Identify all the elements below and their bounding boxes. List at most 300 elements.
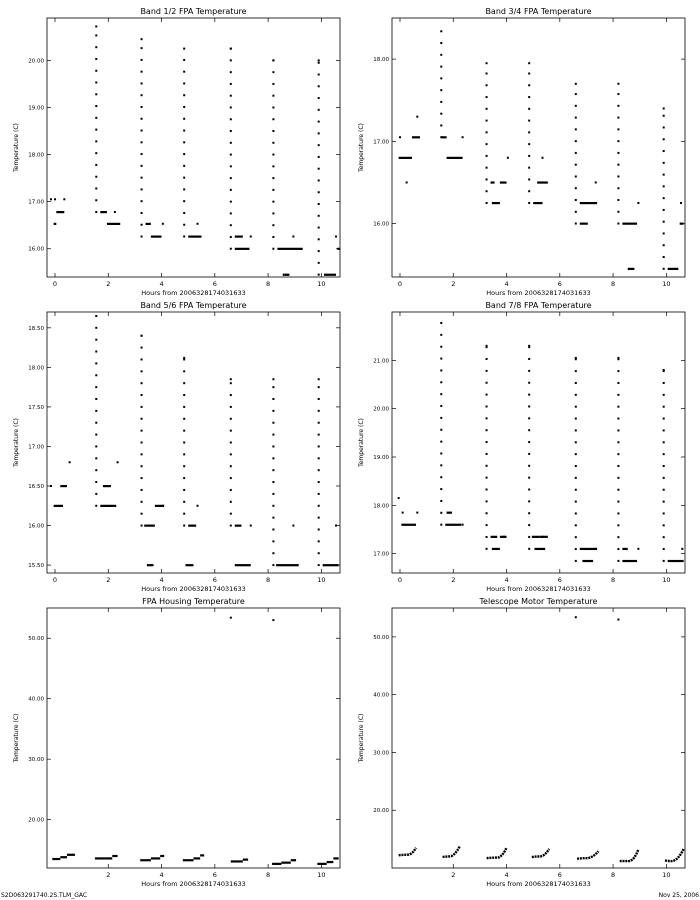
data-point xyxy=(617,418,619,420)
x-tick-label: 4 xyxy=(159,280,164,288)
data-point xyxy=(230,201,232,203)
data-run xyxy=(491,181,495,183)
data-point xyxy=(528,73,530,75)
data-point xyxy=(575,152,577,154)
data-run xyxy=(243,859,248,861)
data-point xyxy=(318,422,320,424)
data-point xyxy=(528,441,530,443)
data-run xyxy=(67,854,75,856)
data-arc xyxy=(399,848,416,856)
data-point xyxy=(663,453,665,455)
data-point xyxy=(528,190,530,192)
data-point xyxy=(617,524,619,526)
data-point xyxy=(440,346,442,348)
x-tick-label: 4 xyxy=(159,871,164,879)
data-arc xyxy=(443,846,460,857)
data-point xyxy=(272,224,274,226)
data-arc xyxy=(620,850,639,862)
data-run xyxy=(106,857,113,859)
plot-frame xyxy=(392,18,685,277)
chart-panel xyxy=(13,597,340,888)
x-tick-label: 8 xyxy=(611,576,616,584)
data-point xyxy=(141,118,143,120)
data-run xyxy=(492,548,500,550)
data-point xyxy=(663,232,665,234)
data-point xyxy=(617,382,619,384)
data-point xyxy=(318,168,320,170)
data-point xyxy=(663,394,665,396)
data-run xyxy=(151,236,162,238)
data-point xyxy=(95,70,97,72)
data-point xyxy=(663,185,665,187)
data-point xyxy=(507,157,509,159)
data-point xyxy=(440,77,442,79)
data-point xyxy=(272,445,274,447)
data-point xyxy=(318,132,320,134)
data-point xyxy=(318,59,320,61)
chart-title: Telescope Motor Temperature xyxy=(479,597,598,606)
data-point xyxy=(486,155,488,157)
plot-frame xyxy=(47,18,340,277)
data-point xyxy=(250,236,252,238)
data-point xyxy=(141,382,143,384)
data-point xyxy=(486,489,488,491)
chart-panel xyxy=(13,7,340,297)
data-point xyxy=(617,536,619,538)
data-point xyxy=(575,164,577,166)
data-point xyxy=(318,481,320,483)
data-point xyxy=(617,187,619,189)
y-tick-label: 18.50 xyxy=(28,325,44,332)
data-point xyxy=(318,215,320,217)
data-point xyxy=(230,418,232,420)
data-point xyxy=(183,453,185,455)
data-point xyxy=(318,144,320,146)
data-point xyxy=(663,138,665,140)
data-point xyxy=(230,189,232,191)
data-point xyxy=(575,93,577,95)
data-point xyxy=(406,181,408,183)
data-run xyxy=(276,564,299,566)
data-run xyxy=(412,136,420,138)
data-point xyxy=(528,512,530,514)
data-point xyxy=(528,382,530,384)
data-point xyxy=(318,74,320,76)
data-point xyxy=(318,410,320,412)
data-point xyxy=(486,394,488,396)
data-point xyxy=(318,493,320,495)
data-point xyxy=(183,212,185,214)
data-point xyxy=(440,441,442,443)
data-run xyxy=(447,512,452,514)
data-point xyxy=(141,489,143,491)
data-point xyxy=(272,386,274,388)
data-point xyxy=(575,406,577,408)
data-point xyxy=(575,524,577,526)
data-point xyxy=(183,525,185,527)
data-point xyxy=(63,198,65,200)
data-point xyxy=(95,374,97,376)
data-point xyxy=(663,477,665,479)
data-point xyxy=(617,199,619,201)
data-point xyxy=(617,406,619,408)
data-point xyxy=(617,357,619,359)
data-point xyxy=(272,422,274,424)
data-run xyxy=(235,564,251,566)
data-point xyxy=(272,540,274,542)
data-point xyxy=(272,165,274,167)
data-point xyxy=(141,106,143,108)
y-tick-label: 50.00 xyxy=(373,634,389,641)
y-tick-label: 21.00 xyxy=(373,358,389,365)
data-point xyxy=(528,536,530,538)
data-point xyxy=(272,398,274,400)
data-point xyxy=(318,62,320,64)
data-point xyxy=(272,154,274,156)
data-point xyxy=(318,398,320,400)
y-tick-label: 30.00 xyxy=(373,750,389,757)
data-point xyxy=(272,142,274,144)
data-point xyxy=(617,164,619,166)
data-point xyxy=(440,500,442,502)
data-point xyxy=(528,178,530,180)
data-point xyxy=(575,465,577,467)
x-axis-label: Hours from 2006328174031633 xyxy=(141,585,246,593)
data-point xyxy=(528,524,530,526)
y-tick-label: 30.00 xyxy=(28,757,44,764)
data-point xyxy=(595,181,597,183)
data-point xyxy=(162,505,164,507)
y-tick-label: 17.00 xyxy=(373,139,389,146)
data-run xyxy=(281,862,290,864)
data-point xyxy=(183,370,185,372)
data-point xyxy=(528,405,530,407)
data-point xyxy=(95,117,97,119)
data-point xyxy=(95,398,97,400)
data-point xyxy=(503,536,505,538)
data-point xyxy=(183,118,185,120)
data-point xyxy=(335,236,337,238)
data-point xyxy=(141,477,143,479)
data-point xyxy=(183,141,185,143)
data-point xyxy=(663,441,665,443)
data-point xyxy=(575,501,577,503)
data-point xyxy=(318,386,320,388)
data-point xyxy=(230,106,232,108)
x-tick-label: 8 xyxy=(266,871,271,879)
data-point xyxy=(680,202,682,204)
data-point xyxy=(95,457,97,459)
data-point xyxy=(141,394,143,396)
y-axis-label: Temperature (C) xyxy=(358,713,365,763)
data-point xyxy=(663,418,665,420)
data-run xyxy=(447,157,463,159)
data-point xyxy=(486,441,488,443)
data-point xyxy=(617,152,619,154)
data-point xyxy=(318,203,320,205)
data-arc xyxy=(665,849,684,861)
data-point xyxy=(230,382,232,384)
data-point xyxy=(183,236,185,238)
data-run xyxy=(60,485,67,487)
data-point xyxy=(292,525,294,527)
y-tick-label: 40.00 xyxy=(28,696,44,703)
data-run xyxy=(235,248,250,250)
data-point xyxy=(230,118,232,120)
chart-panel xyxy=(358,301,685,593)
y-tick-label: 18.00 xyxy=(28,152,44,159)
data-point xyxy=(95,176,97,178)
data-point xyxy=(95,445,97,447)
x-tick-label: 2 xyxy=(106,871,111,879)
data-point xyxy=(617,175,619,177)
data-run xyxy=(112,855,117,857)
x-tick-label: 4 xyxy=(504,871,509,879)
data-point xyxy=(230,142,232,144)
data-run xyxy=(533,202,542,204)
data-point xyxy=(50,485,52,487)
data-point xyxy=(575,536,577,538)
data-point xyxy=(528,394,530,396)
x-tick-label: 6 xyxy=(212,576,217,584)
data-run xyxy=(100,505,116,507)
data-point xyxy=(95,46,97,48)
data-point xyxy=(528,477,530,479)
data-point xyxy=(230,83,232,85)
data-point xyxy=(95,93,97,95)
data-run xyxy=(277,248,302,250)
data-point xyxy=(272,130,274,132)
data-point xyxy=(95,105,97,107)
data-point xyxy=(183,477,185,479)
x-tick-label: 8 xyxy=(611,871,616,879)
data-point xyxy=(486,465,488,467)
data-point xyxy=(575,616,577,618)
data-point xyxy=(141,370,143,372)
data-point xyxy=(141,513,143,515)
data-point xyxy=(318,469,320,471)
data-point xyxy=(230,154,232,156)
data-point xyxy=(272,552,274,554)
y-tick-label: 20.00 xyxy=(28,817,44,824)
data-point xyxy=(141,47,143,49)
x-tick-label: 6 xyxy=(557,280,562,288)
data-point xyxy=(196,505,198,507)
data-point xyxy=(617,223,619,225)
data-point xyxy=(486,120,488,122)
data-point xyxy=(183,153,185,155)
data-point xyxy=(617,619,619,621)
data-point xyxy=(440,417,442,419)
data-point xyxy=(272,106,274,108)
y-axis-label: Temperature (C) xyxy=(13,123,20,172)
data-point xyxy=(663,489,665,491)
data-run xyxy=(622,560,637,562)
data-point xyxy=(272,95,274,97)
data-point xyxy=(183,382,185,384)
data-point xyxy=(440,124,442,126)
data-point xyxy=(528,500,530,502)
data-run xyxy=(337,248,340,250)
chart-title: Band 5/6 FPA Temperature xyxy=(140,301,247,310)
data-point xyxy=(440,101,442,103)
x-tick-label: 10 xyxy=(317,871,326,879)
data-point xyxy=(575,429,577,431)
data-point xyxy=(528,202,530,204)
data-point xyxy=(230,236,232,238)
chart-panel xyxy=(13,301,340,593)
data-point xyxy=(141,59,143,61)
data-point xyxy=(95,199,97,201)
data-point xyxy=(183,177,185,179)
data-point xyxy=(617,560,619,562)
x-tick-label: 8 xyxy=(266,280,271,288)
data-point xyxy=(272,236,274,238)
data-point xyxy=(141,430,143,432)
data-run xyxy=(200,854,204,856)
data-point xyxy=(663,429,665,431)
data-run xyxy=(235,236,243,238)
data-point xyxy=(183,465,185,467)
data-point xyxy=(230,48,232,50)
data-point xyxy=(318,540,320,542)
data-point xyxy=(663,162,665,164)
data-point xyxy=(416,512,418,514)
data-run xyxy=(445,524,461,526)
data-run xyxy=(60,856,67,858)
data-run xyxy=(146,223,151,225)
data-point xyxy=(663,501,665,503)
data-run xyxy=(103,485,111,487)
data-run xyxy=(628,268,635,270)
data-point xyxy=(318,564,320,566)
data-point xyxy=(292,236,294,238)
data-point xyxy=(440,42,442,44)
y-tick-label: 15.50 xyxy=(28,563,44,570)
data-point xyxy=(230,465,232,467)
data-point xyxy=(528,131,530,133)
x-tick-label: 0 xyxy=(52,576,58,584)
footer-date: Nov 25, 2006 xyxy=(658,892,699,899)
data-run xyxy=(622,223,637,225)
data-point xyxy=(141,177,143,179)
data-point xyxy=(318,552,320,554)
data-point xyxy=(95,58,97,60)
data-point xyxy=(575,489,577,491)
x-tick-label: 10 xyxy=(662,280,671,288)
data-point xyxy=(95,362,97,364)
data-point xyxy=(528,370,530,372)
data-run xyxy=(235,525,242,527)
x-tick-label: 8 xyxy=(611,280,616,288)
data-point xyxy=(141,465,143,467)
data-point xyxy=(440,488,442,490)
data-point xyxy=(95,410,97,412)
data-point xyxy=(230,453,232,455)
data-point xyxy=(141,335,143,337)
data-point xyxy=(486,453,488,455)
plot-frame xyxy=(392,608,685,868)
data-run xyxy=(194,857,201,859)
data-point xyxy=(230,212,232,214)
data-point xyxy=(141,94,143,96)
data-point xyxy=(318,227,320,229)
data-point xyxy=(230,130,232,132)
data-point xyxy=(272,83,274,85)
data-point xyxy=(663,197,665,199)
data-point xyxy=(528,108,530,110)
data-run xyxy=(107,223,120,225)
data-run xyxy=(151,857,160,859)
data-point xyxy=(318,262,320,264)
data-point xyxy=(528,143,530,145)
data-point xyxy=(230,525,232,527)
data-point xyxy=(617,441,619,443)
data-run xyxy=(100,211,107,213)
data-point xyxy=(486,167,488,169)
y-tick-label: 16.00 xyxy=(373,221,389,228)
x-tick-label: 6 xyxy=(212,871,217,879)
data-run xyxy=(580,202,591,204)
chart-title: Band 3/4 FPA Temperature xyxy=(485,7,592,16)
data-point xyxy=(440,524,442,526)
data-run xyxy=(327,861,334,863)
data-point xyxy=(528,167,530,169)
data-point xyxy=(318,517,320,519)
data-point xyxy=(141,200,143,202)
data-arc xyxy=(532,849,549,857)
data-point xyxy=(663,524,665,526)
data-point xyxy=(528,429,530,431)
data-point xyxy=(95,315,97,317)
data-point xyxy=(95,25,97,27)
y-tick-label: 16.50 xyxy=(28,484,44,490)
data-run xyxy=(147,564,154,566)
data-point xyxy=(440,334,442,336)
data-point xyxy=(440,393,442,395)
data-point xyxy=(575,560,577,562)
data-point xyxy=(486,477,488,479)
y-tick-label: 18.00 xyxy=(28,365,44,372)
data-point xyxy=(318,529,320,531)
data-run xyxy=(401,524,416,526)
data-point xyxy=(230,378,232,380)
data-point xyxy=(183,442,185,444)
data-run xyxy=(317,863,326,865)
x-tick-label: 2 xyxy=(451,871,456,879)
data-point xyxy=(663,256,665,258)
data-point xyxy=(141,501,143,503)
data-point xyxy=(440,54,442,56)
data-point xyxy=(141,406,143,408)
data-point xyxy=(663,369,665,371)
data-run xyxy=(540,536,548,538)
data-point xyxy=(528,96,530,98)
data-run xyxy=(140,859,151,861)
data-point xyxy=(318,191,320,193)
data-point xyxy=(541,536,543,538)
data-point xyxy=(272,493,274,495)
data-point xyxy=(272,457,274,459)
data-point xyxy=(141,82,143,84)
data-point xyxy=(617,548,619,550)
data-point xyxy=(617,429,619,431)
data-point xyxy=(663,406,665,408)
data-run xyxy=(535,548,546,550)
data-point xyxy=(54,198,56,200)
data-run xyxy=(532,536,540,538)
x-tick-label: 6 xyxy=(557,576,562,584)
